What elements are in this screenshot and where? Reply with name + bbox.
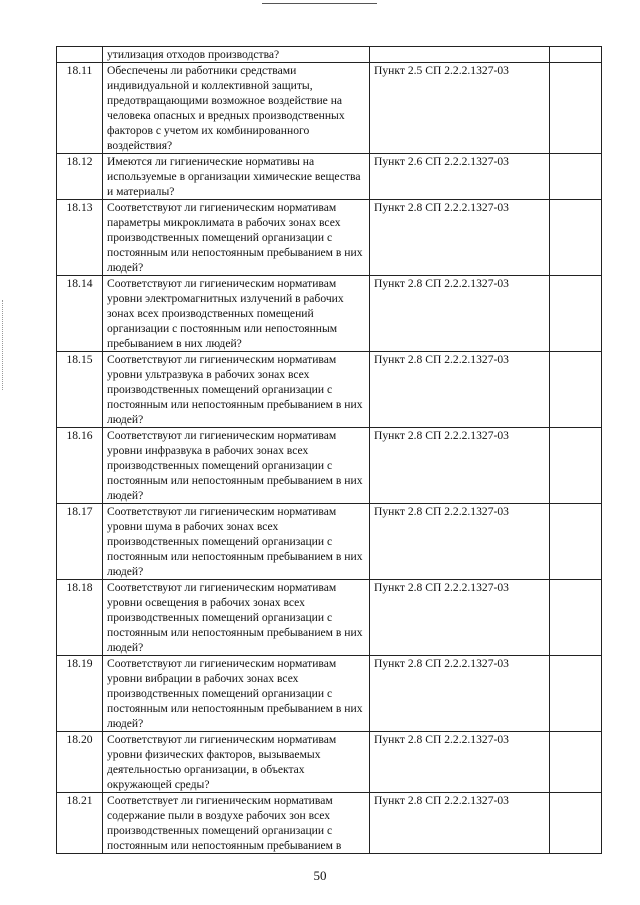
item-number: 18.16 <box>57 428 103 504</box>
item-number: 18.12 <box>57 154 103 200</box>
legal-reference: Пункт 2.8 СП 2.2.2.1327-03 <box>370 504 550 580</box>
question-text: Соответствует ли гигиеническим нормативам содержание пыли в воздухе рабочих зон всех производственных помещений организации с постоянным или непостоянным пребыванием в <box>103 793 370 854</box>
page-number: 50 <box>313 868 327 883</box>
legal-reference: Пункт 2.8 СП 2.2.2.1327-03 <box>370 352 550 428</box>
table-row <box>57 200 602 276</box>
question-text: Имеются ли гигиенические нормативы на используемые в организации химические вещества и материалы? <box>103 154 370 200</box>
legal-reference: Пункт 2.8 СП 2.2.2.1327-03 <box>370 200 550 276</box>
answer-cell <box>550 200 602 276</box>
item-number: 18.21 <box>57 793 103 854</box>
scan-edge-marks <box>2 300 4 390</box>
legal-reference: Пункт 2.5 СП 2.2.2.1327-03 <box>370 63 550 154</box>
table-row <box>57 47 602 63</box>
table-row <box>57 352 602 428</box>
question-text: Соответствуют ли гигиеническим нормативам уровни освещения в рабочих зонах всех производственных помещений организации с постоянным или непостоянным пребыванием в них людей? <box>103 580 370 656</box>
legal-reference: Пункт 2.8 СП 2.2.2.1327-03 <box>370 276 550 352</box>
item-number: 18.15 <box>57 352 103 428</box>
top-rule <box>262 3 377 4</box>
item-number: 18.13 <box>57 200 103 276</box>
answer-cell <box>550 63 602 154</box>
answer-cell <box>550 352 602 428</box>
item-number: 18.17 <box>57 504 103 580</box>
item-number: 18.14 <box>57 276 103 352</box>
item-number: 18.19 <box>57 656 103 732</box>
legal-reference: Пункт 2.8 СП 2.2.2.1327-03 <box>370 428 550 504</box>
checklist-table <box>56 46 602 854</box>
table-row <box>57 656 602 732</box>
legal-reference: Пункт 2.8 СП 2.2.2.1327-03 <box>370 580 550 656</box>
question-text: Соответствуют ли гигиеническим нормативам параметры микроклимата в рабочих зонах всех производственных помещений организации с постоянным или непостоянным пребыванием в них людей? <box>103 200 370 276</box>
table-row <box>57 154 602 200</box>
table-row <box>57 793 602 854</box>
legal-reference <box>370 47 550 63</box>
answer-cell <box>550 504 602 580</box>
question-text: Соответствуют ли гигиеническим нормативам уровни ультразвука в рабочих зонах всех производственных помещений организации с постоянным или непостоянным пребыванием в них людей? <box>103 352 370 428</box>
item-number: 18.18 <box>57 580 103 656</box>
item-number: 18.20 <box>57 732 103 793</box>
question-text: Соответствуют ли гигиеническим нормативам уровни электромагнитных излучений в рабочих зонах всех производственных помещений организации с постоянным или непостоянным пребыванием в них людей? <box>103 276 370 352</box>
answer-cell <box>550 276 602 352</box>
answer-cell <box>550 793 602 854</box>
table-row <box>57 580 602 656</box>
table-row <box>57 63 602 154</box>
legal-reference: Пункт 2.8 СП 2.2.2.1327-03 <box>370 732 550 793</box>
answer-cell <box>550 732 602 793</box>
answer-cell <box>550 580 602 656</box>
answer-cell <box>550 428 602 504</box>
table-row <box>57 732 602 793</box>
question-text: Соответствуют ли гигиеническим нормативам уровни шума в рабочих зонах всех производственных помещений организации с постоянным или непостоянным пребыванием в них людей? <box>103 504 370 580</box>
question-text: Соответствуют ли гигиеническим нормативам уровни вибрации в рабочих зонах всех производственных помещений организации с постоянным или непостоянным пребыванием в них людей? <box>103 656 370 732</box>
question-text: утилизация отходов производства? <box>103 47 370 63</box>
legal-reference: Пункт 2.8 СП 2.2.2.1327-03 <box>370 793 550 854</box>
table-row <box>57 428 602 504</box>
answer-cell <box>550 154 602 200</box>
legal-reference: Пункт 2.6 СП 2.2.2.1327-03 <box>370 154 550 200</box>
question-text: Соответствуют ли гигиеническим нормативам уровни физических факторов, вызываемых деятельностью организации, в объектах окружающей среды? <box>103 732 370 793</box>
answer-cell <box>550 47 602 63</box>
item-number <box>57 47 103 63</box>
item-number: 18.11 <box>57 63 103 154</box>
question-text: Соответствуют ли гигиеническим нормативам уровни инфразвука в рабочих зонах всех производственных помещений организации с постоянным или непостоянным пребыванием в них людей? <box>103 428 370 504</box>
legal-reference: Пункт 2.8 СП 2.2.2.1327-03 <box>370 656 550 732</box>
table-row <box>57 276 602 352</box>
table-row <box>57 504 602 580</box>
question-text: Обеспечены ли работники средствами индивидуальной и коллективной защиты, предотвращающими возможное воздействие на человека опасных и вредных производственных факторов с учетом их комбинированного воздействия? <box>103 63 370 154</box>
answer-cell <box>550 656 602 732</box>
